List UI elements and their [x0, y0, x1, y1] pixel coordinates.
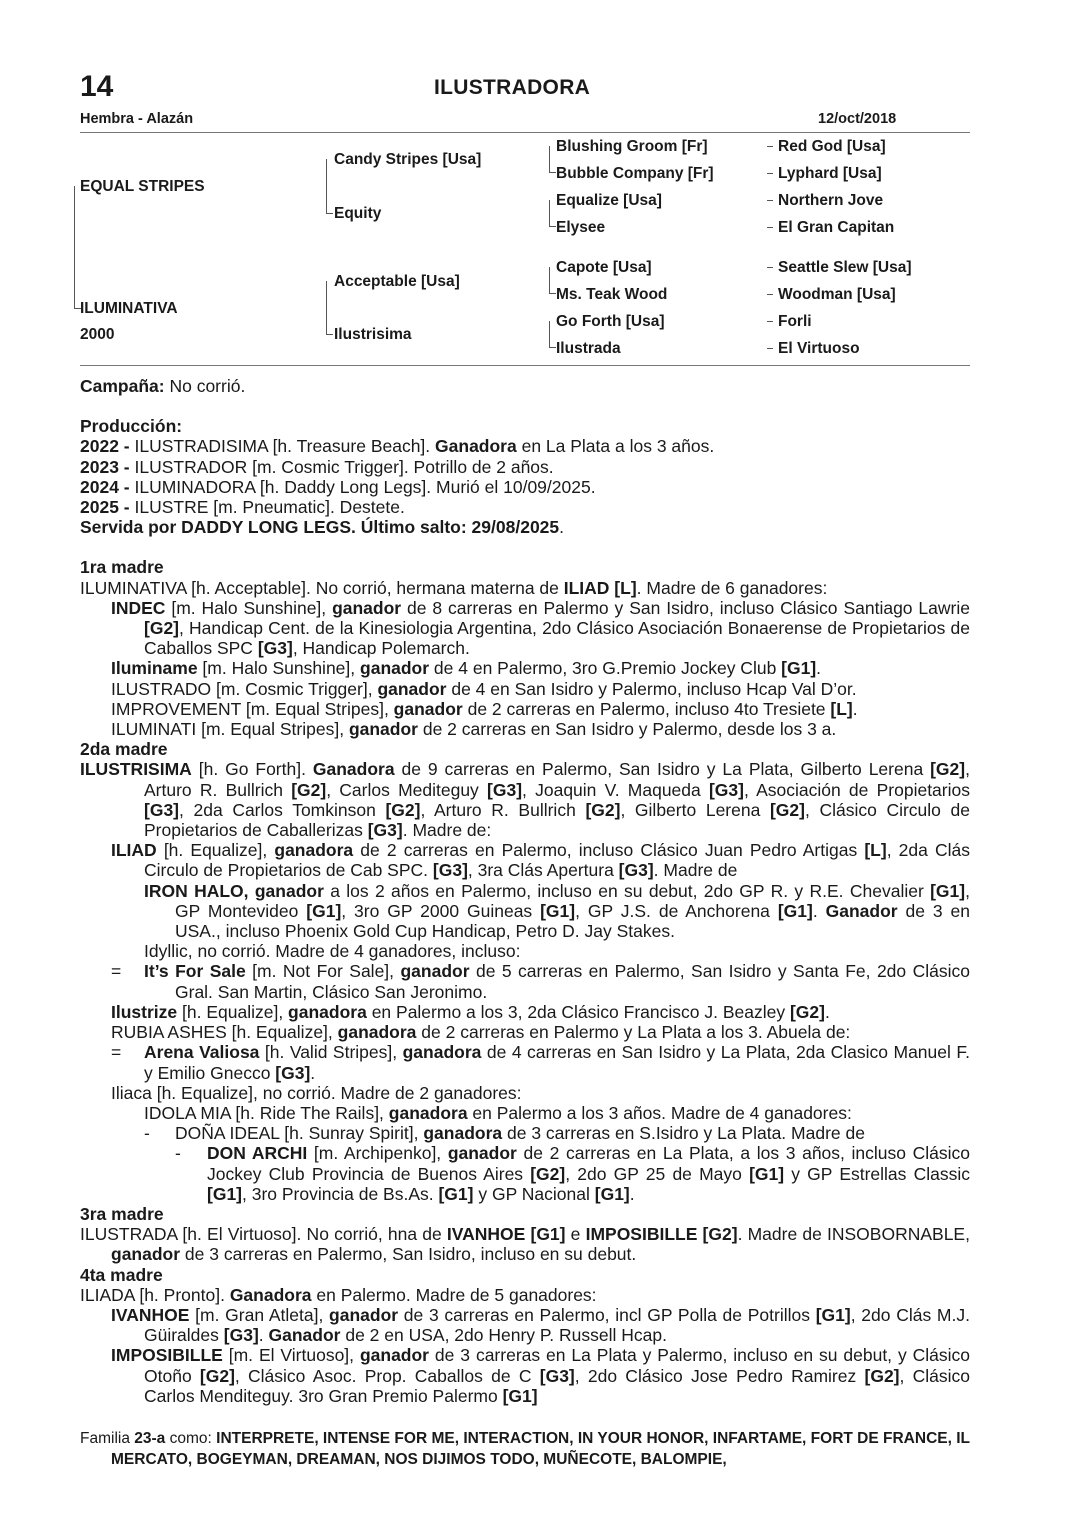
produce-imposibille: IMPOSIBILLE [m. El Virtuoso], ganador de 3 carreras en La Plata y Palermo, incluso en su debut, y Clásico Otoño [G2], Clásico Asoc. Prop. Caballos de C [G3], 2do Clásico Jose Pedro Ramirez [G2], Clásico Carlos Menditeguy. 3ro Gran Premio Palermo [G1]: [111, 1345, 971, 1406]
pedigree-tick: [767, 146, 773, 147]
produce-ilustrado: ILUSTRADO [m. Cosmic Trigger], ganador de 4 en San Isidro y Palermo, incluso Hcap Val D’or.: [111, 678, 857, 699]
production-item: 2022 - ILUSTRADISIMA [h. Treasure Beach]. Ganadora en La Plata a los 3 años.: [80, 436, 715, 457]
second-dam-ilustrisima: ILUSTRISIMA [h. Go Forth]. Ganadora de 9 carreras en Palermo, San Isidro y La Plata, Gilberto Lerena [G2], Arturo R. Bullrich [G2], Carlos Mediteguy [G3], Joaquin V. Maqueda [G3], Asociación de Propietarios [G3], 2da Carlos Tomkinson [G2], Arturo R. Bullrich [G2], Gilberto Lerena [G2], Clásico Circulo de Propietarios de Caballerizas [G3]. Madre de:: [80, 759, 970, 841]
pedigree-gen4-3: Northern Jove: [778, 192, 884, 209]
pedigree-tick: [767, 294, 773, 295]
pedigree-gen3-7: Go Forth [Usa]: [556, 313, 665, 330]
catalog-body: [80, 376, 970, 1406]
pedigree-bracket: [326, 281, 327, 335]
pedigree-gen3-8: Ilustrada: [556, 340, 621, 357]
pedigree-tick: [326, 213, 333, 214]
pedigree-tick: [767, 173, 773, 174]
pedigree-divider: [80, 365, 970, 366]
pedigree-tick: [767, 200, 773, 201]
pedigree-tick: [549, 226, 556, 227]
pedigree-gen3-2: Bubble Company [Fr]: [556, 165, 714, 182]
production-item: 2024 - ILUMINADORA [h. Daddy Long Legs]. Murió el 10/09/2025.: [80, 476, 596, 497]
pedigree-bracket: [549, 321, 550, 348]
pedigree-bracket: [549, 200, 550, 227]
pedigree-gen4-7: Forli: [778, 313, 812, 330]
horse-name: ILUSTRADORA: [434, 76, 591, 99]
pedigree-tick: [767, 227, 773, 228]
pedigree-gen4-8: El Virtuoso: [778, 340, 860, 357]
pedigree-gen3-6: Ms. Teak Wood: [556, 286, 668, 303]
pedigree-gen3-1: Blushing Groom [Fr]: [556, 138, 708, 155]
campaign-line: Campaña: No corrió.: [80, 376, 246, 396]
pedigree-tick: [549, 347, 556, 348]
production-heading: Producción:: [80, 416, 183, 437]
pedigree-bracket: [74, 186, 75, 309]
pedigree-sire-dam: Equity: [334, 205, 382, 222]
third-dam-heading: 3ra madre: [80, 1203, 164, 1224]
produce-ivanhoe: IVANHOE [m. Gran Atleta], ganador de 3 carreras en Palermo, incl GP Polla de Potrillos [G1], 2do Clás M.J. Güiraldes [G3]. Ganador de 2 en USA, 2do Henry P. Russell Hcap.: [111, 1304, 970, 1346]
produce-idola-mia: IDOLA MIA [h. Ride The Rails], ganadora en Palermo a los 3 años. Madre de 4 ganadores:: [144, 1102, 852, 1123]
served-line: Servida por DADDY LONG LEGS. Último salto: 29/08/2025.: [80, 517, 565, 538]
pedigree-gen3-3: Equalize [Usa]: [556, 192, 662, 209]
production-item: 2025 - ILUSTRE [m. Pneumatic]. Destete.: [80, 497, 405, 518]
pedigree-bracket: [549, 267, 550, 294]
produce-iluminati: ILUMINATI [m. Equal Stripes], ganador de 2 carreras en San Isidro y Palermo, desde los 3 a.: [111, 719, 837, 740]
sire-name: EQUAL STRIPES: [80, 178, 205, 195]
produce-idyllic: Idyllic, no corrió. Madre de 4 ganadores, incluso:: [144, 941, 521, 962]
produce-indec: INDEC [m. Halo Sunshine], ganador de 8 carreras en Palermo y San Isidro, incluso Clásico Santiago Lawrie [G2], Handicap Cent. de la Kinesiologia Argentina, 2do Clásico Asociación Bonaerense de Propietarios de Caballos SPC [G3], Handicap Polemarch.: [111, 597, 970, 659]
produce-iluminame: Iluminame [m. Halo Sunshine], ganador de 4 en Palermo, 3ro G.Premio Jockey Club [G1].: [111, 658, 822, 679]
pedigree-dam-dam: Ilustrisima: [334, 326, 412, 343]
pedigree-tick: [326, 334, 333, 335]
third-dam-ilustrada: ILUSTRADA [h. El Virtuoso]. No corrió, hna de IVANHOE [G1] e IMPOSIBILLE [G2]. Madre de INSOBORNABLE, ganador de 3 carreras en Palermo, San Isidro, incluso en su debut.: [80, 1224, 970, 1265]
birth-date: 12/oct/2018: [818, 111, 897, 127]
pedigree-bracket: [326, 159, 327, 214]
produce-don-archi: - DON ARCHI [m. Archipenko], ganador de 2 carreras en La Plata, a los 3 años, incluso Clásico Jockey Club Provincia de Buenos Aires [G2], 2do GP 25 de Mayo [G1] y GP Estrellas Classic [G1], 3ro Provincia de Bs.As. [G1] y GP Nacional [G1].: [175, 1143, 971, 1204]
pedigree-gen3-5: Capote [Usa]: [556, 259, 652, 276]
pedigree-gen4-2: Lyphard [Usa]: [778, 165, 882, 182]
pedigree-gen3-4: Elysee: [556, 219, 606, 236]
pedigree-tick: [767, 321, 773, 322]
second-dam-heading: 2da madre: [80, 739, 168, 760]
campaign-label: Campaña:: [80, 376, 165, 396]
first-dam-heading: 1ra madre: [80, 557, 164, 578]
produce-dona-ideal: - DOÑA IDEAL [h. Sunray Spirit], ganadora de 3 carreras en S.Isidro y La Plata. Madre de: [144, 1123, 865, 1144]
pedigree-sire-sire: Candy Stripes [Usa]: [334, 151, 482, 168]
pedigree-gen4-4: El Gran Capitan: [778, 219, 895, 236]
pedigree-tick: [767, 267, 773, 268]
pedigree-gen4-5: Seattle Slew [Usa]: [778, 259, 912, 276]
pedigree-tick: [767, 348, 773, 349]
pedigree-gen4-6: Woodman [Usa]: [778, 286, 896, 303]
produce-improvement: IMPROVEMENT [m. Equal Stripes], ganador de 2 carreras en Palermo, incluso 4to Tresiete [L].: [111, 698, 858, 719]
first-dam-intro: ILUMINATIVA [h. Acceptable]. No corrió, hermana materna de ILIAD [L]. Madre de 6 ganadores:: [80, 577, 828, 598]
production-item: 2023 - ILUSTRADOR [m. Cosmic Trigger]. Potrillo de 2 años.: [80, 456, 554, 477]
produce-its-for-sale: = It’s For Sale [m. Not For Sale], ganador de 5 carreras en Palermo, San Isidro y Santa Fe, 2do Clásico Gral. San Martin, Clásico San Jeronimo.: [111, 961, 970, 1002]
fourth-dam-iliada: ILIADA [h. Pronto]. Ganadora en Palermo. Madre de 5 ganadores:: [80, 1284, 597, 1305]
family-line: Familia 23-a como: INTERPRETE, INTENSE FOR ME, INTERACTION, IN YOUR HONOR, INFARTAME, FORT DE FRANCE, IL MERCATO, BOGEYMAN, DREAMAN, NOS DIJIMOS TODO, MUÑECOTE, BALOMPIE,: [80, 1430, 970, 1468]
pedigree-bracket: [549, 146, 550, 173]
fourth-dam-heading: 4ta madre: [80, 1264, 163, 1285]
produce-iliad: ILIAD [h. Equalize], ganadora de 2 carreras en Palermo, incluso Clásico Juan Pedro Artigas [L], 2da Clás Circulo de Propietarios de Cab SPC. [G3], 3ra Clás Apertura [G3]. Madre de: [111, 840, 970, 881]
lot-number: 14: [80, 70, 114, 103]
pedigree-tick: [549, 293, 556, 294]
sex-color: Hembra - Alazán: [80, 111, 194, 127]
header-divider: [80, 132, 970, 133]
pedigree-gen4-1: Red God [Usa]: [778, 138, 886, 155]
produce-iliaca: Iliaca [h. Equalize], no corrió. Madre de 2 ganadores:: [111, 1082, 522, 1103]
pedigree-tick: [549, 172, 556, 173]
dam-name: ILUMINATIVA: [80, 300, 178, 317]
produce-ilustrize: Ilustrize [h. Equalize], ganadora en Palermo a los 3, 2da Clásico Francisco J. Beazley [G2].: [111, 1001, 830, 1022]
produce-arena-valiosa: = Arena Valiosa [h. Valid Stripes], ganadora de 4 carreras en San Isidro y La Plata, 2da Clasico Manuel F. y Emilio Gnecco [G3].: [111, 1042, 970, 1083]
produce-rubia-ashes: RUBIA ASHES [h. Equalize], ganadora de 2 carreras en Palermo y La Plata a los 3. Abuela de:: [111, 1022, 851, 1043]
pedigree-dam-sire: Acceptable [Usa]: [334, 273, 460, 290]
dam-year: 2000: [80, 326, 115, 343]
produce-iron-halo: IRON HALO, ganador a los 2 años en Palermo, incluso en su debut, 2do GP R. y R.E. Chevalier [G1], GP Montevideo [G1], 3ro GP 2000 Guineas [G1], GP J.S. de Anchorena [G1]. Ganador de 3 en USA., incluso Phoenix Gold Cup Handicap, Petro D. Jay Stakes.: [144, 880, 970, 942]
